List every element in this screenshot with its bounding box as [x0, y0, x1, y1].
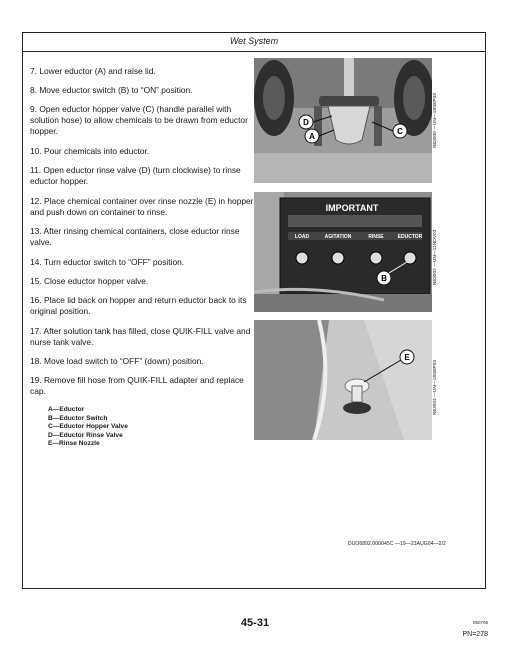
photo-code: N63004 —UN—18SEP03 [433, 360, 438, 415]
svg-text:E: E [404, 353, 410, 362]
step-16: 16. Place lid back on hopper and return eductor back to its original position. [30, 295, 247, 316]
svg-text:B: B [381, 274, 387, 283]
svg-text:AGITATION: AGITATION [324, 234, 352, 240]
svg-text:C: C [397, 127, 403, 136]
photo-code: N63000 —UN—18SEP03 [433, 93, 438, 149]
step-7: 7. Lower eductor (A) and raise lid. [30, 66, 156, 76]
rinse-nozzle-photo [254, 320, 432, 440]
svg-text:A: A [309, 132, 315, 141]
footer-small-code: 050706 [472, 620, 488, 625]
step-14: 14. Turn eductor switch to “OFF” position. [30, 257, 185, 267]
callout-d [299, 115, 313, 129]
step-19: 19. Remove fill hose from QUIK-FILL adapter and replace cap. [30, 375, 244, 396]
callout-a [305, 129, 319, 143]
eductor-photo [254, 58, 432, 183]
callout-e [400, 350, 414, 364]
step-8: 8. Move eductor switch (B) to “ON” position. [30, 85, 193, 95]
callout-c [393, 124, 407, 138]
control-panel-photo [254, 192, 432, 312]
step-9: 9. Open eductor hopper valve (C) (handle parallel with solution hose) to allow chemicals to be drawn from eductor hopper. [30, 104, 248, 136]
photo-code: N63002 —UN—11NOV03 [433, 229, 438, 286]
callout-b [377, 271, 391, 285]
page-number: 45-31 [240, 617, 270, 629]
svg-text:D: D [303, 118, 309, 127]
step-18: 18. Move load switch to “OFF” (down) position. [30, 356, 204, 366]
svg-text:EDUCTOR: EDUCTOR [397, 234, 423, 240]
legend-item: D—Eductor Rinse Valve [48, 431, 123, 439]
document-code: DUO6892,000045C —19—23AUG04—2/2 [348, 541, 446, 547]
svg-text:RINSE: RINSE [368, 234, 384, 240]
legend-item: E—Rinse Nozzle [48, 440, 100, 447]
svg-text:LOAD: LOAD [294, 234, 310, 240]
step-13: 13. After rinsing chemical containers, close eductor rinse valve. [30, 226, 240, 247]
step-15: 15. Close eductor hopper valve. [30, 276, 149, 286]
pn-number: PN=278 [462, 631, 488, 638]
callout-legend [48, 406, 128, 449]
legend-item: C—Eductor Hopper Valve [48, 423, 128, 430]
section-title: Wet System [229, 36, 279, 46]
legend-item: B—Eductor Switch [48, 414, 108, 422]
header-rule [22, 51, 486, 52]
step-12: 12. Place chemical container over rinse nozzle (E) in hopper and push down on container to rinse. [30, 196, 254, 217]
step-11: 11. Open eductor rinse valve (D) (turn clockwise) to rinse eductor hopper. [30, 165, 241, 186]
panel-title: IMPORTANT [325, 203, 379, 213]
legend-item: A—Eductor [48, 406, 85, 413]
step-10: 10. Pour chemicals into eductor. [30, 146, 150, 156]
step-17: 17. After solution tank has filled, close QUIK-FILL valve and nurse tank valve. [30, 326, 251, 347]
